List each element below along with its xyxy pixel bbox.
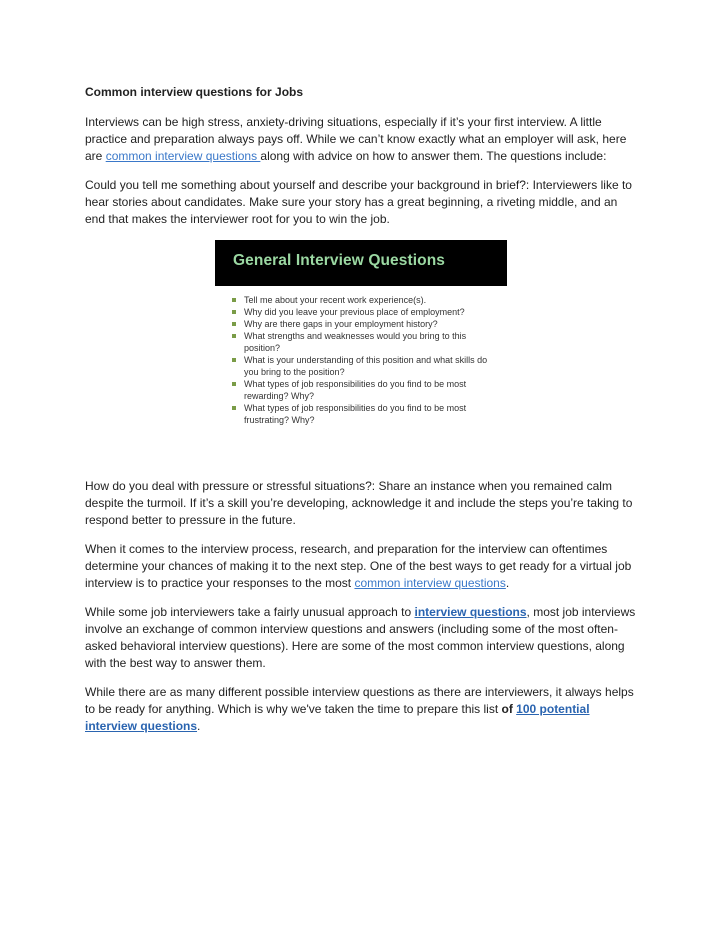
list-item: Why are there gaps in your employment history?: [232, 318, 494, 330]
unusual-approach-text-end: , most job interviews involve an exchange of common interview questions and answers (including some of the most often-asked behavioral interview questions). Here are some of the most common interview questions, along with the best way to answer them.: [85, 605, 636, 670]
figure-question-list: [215, 286, 507, 426]
figure-heading: General Interview Questions: [233, 252, 446, 269]
intro-text-end: along with advice on how to answer them. The questions include:: [260, 149, 607, 163]
closing-bold-text: of: [501, 702, 517, 716]
common-interview-questions-link[interactable]: common interview questions: [105, 149, 261, 163]
bullet-icon: [232, 358, 236, 362]
document-title: Common interview questions for Jobs: [85, 85, 304, 99]
list-item: Why did you leave your previous place of employment?: [232, 306, 494, 318]
bullet-icon: [232, 406, 236, 410]
preparation-text: When it comes to the interview process, research, and preparation for the interview can oftentimes determine your chances of making it to the next step. One of the best ways to get ready for a virtual job interview is to practice your responses to the most: [85, 542, 632, 590]
pressure-paragraph: How do you deal with pressure or stressful situations?: Share an instance when you remained calm despite the turmoil. If it’s a skill you’re developing, acknowledge it and include the steps you’re taking to respond better to pressure in the future.: [85, 479, 633, 527]
unusual-approach-text: While some job interviewers take a fairly unusual approach to: [85, 605, 415, 619]
common-interview-questions-link-2[interactable]: common interview questions: [354, 576, 506, 590]
intro-paragraph: [85, 114, 637, 165]
figure-container: [85, 240, 637, 464]
figure-header-banner: [215, 240, 507, 286]
list-item: What strengths and weaknesses would you bring to this position?: [232, 330, 494, 354]
bullet-icon: [232, 310, 236, 314]
closing-text-end: .: [197, 719, 201, 733]
list-item: Tell me about your recent work experience(s).: [232, 294, 494, 306]
list-item: What types of job responsibilities do you find to be most rewarding? Why?: [232, 378, 494, 402]
preparation-text-end: .: [505, 576, 510, 590]
bullet-icon: [232, 322, 236, 326]
bullet-icon: [232, 382, 236, 386]
interview-questions-link[interactable]: interview questions: [414, 605, 527, 619]
bullet-icon: [232, 298, 236, 302]
document-body: [85, 84, 637, 747]
unusual-approach-paragraph: [85, 604, 637, 672]
intro-text: Interviews can be high stress, anxiety-driving situations, especially if it’s your first interview. A little practice and preparation always pays off. While we can’t know exactly what an employer will ask, here are: [85, 115, 627, 163]
list-item: What is your understanding of this position and what skills do you bring to the position?: [232, 354, 494, 378]
closing-text: While there are as many different possible interview questions as there are interviewers, it always helps to be ready for anything. Which is why we've taken the time to prepare this list: [85, 685, 634, 716]
list-item: What types of job responsibilities do you find to be most frustrating? Why?: [232, 402, 494, 426]
preparation-paragraph: [85, 541, 637, 592]
general-interview-questions-image: [215, 240, 507, 436]
bullet-icon: [232, 334, 236, 338]
100-potential-interview-questions-link[interactable]: 100 potential interview questions: [85, 702, 590, 733]
closing-paragraph: [85, 684, 637, 735]
tell-me-about-yourself-paragraph: Could you tell me something about yourself and describe your background in brief?: Interviewers like to hear stories about candidates. Make sure your story has a great beginning, a riveting middle, and an end that makes the interviewer root for you to win the job.: [85, 178, 632, 226]
